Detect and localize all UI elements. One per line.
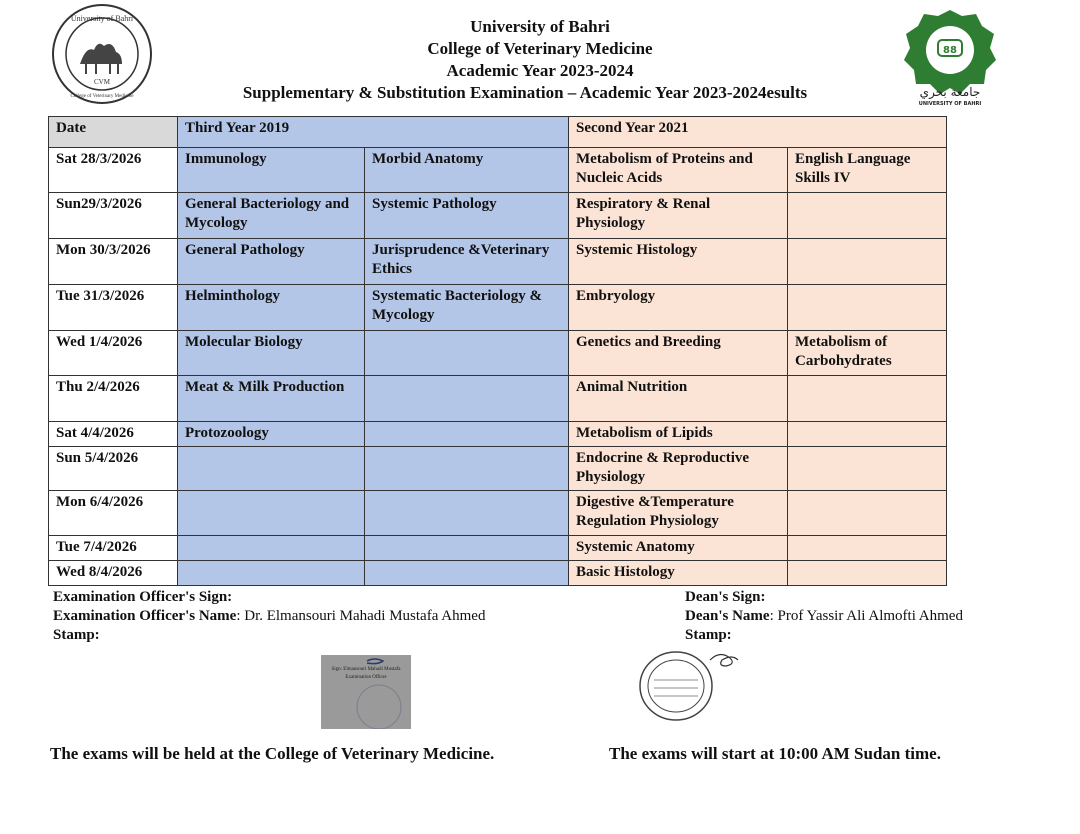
- second-year-exam-1: Respiratory & Renal Physiology: [569, 193, 788, 239]
- third-year-exam-1: Protozoology: [178, 422, 365, 447]
- officer-stamp-line-1: Sign: Elmansouri Mahadi Mustafa: [331, 667, 401, 672]
- date-cell: Wed 1/4/2026: [49, 331, 178, 376]
- exam-title: Supplementary & Substitution Examination – Academic Year 2023-2024esults: [242, 83, 808, 102]
- schedule-row: [49, 561, 947, 586]
- second-year-header: Second Year 2021: [569, 117, 947, 148]
- date-column-header: Date: [49, 117, 178, 148]
- third-year-exam-2: Jurisprudence &Veterinary Ethics: [365, 239, 569, 285]
- officer-sign-label: Examination Officer's Sign:: [53, 589, 233, 605]
- svg-text:88: 88: [943, 45, 957, 56]
- university-seal-logo: [50, 2, 154, 106]
- date-cell: Sat 4/4/2026: [49, 422, 178, 447]
- second-year-exam-2: [788, 239, 947, 285]
- exam-location-note: The exams will be held at the College of Veterinary Medicine.: [50, 744, 495, 763]
- third-year-exam-2: [365, 422, 569, 447]
- second-year-exam-2: [788, 376, 947, 422]
- date-cell: Sun29/3/2026: [49, 193, 178, 239]
- second-year-exam-2: [788, 285, 947, 331]
- officer-stamp-label: Stamp:: [53, 627, 100, 643]
- document-header: [180, 16, 900, 104]
- schedule-row: [49, 193, 947, 239]
- dean-name-label: Dean's Name: [685, 608, 770, 624]
- third-year-exam-2: [365, 331, 569, 376]
- third-year-exam-1: [178, 561, 365, 586]
- second-year-exam-2: [788, 536, 947, 561]
- second-year-exam-1: Animal Nutrition: [569, 376, 788, 422]
- dean-name-value: : Prof Yassir Ali Almofti Ahmed: [769, 608, 963, 624]
- university-of-bahri-logo: [898, 6, 1002, 106]
- date-cell: Sun 5/4/2026: [49, 447, 178, 491]
- third-year-exam-1: Helminthology: [178, 285, 365, 331]
- third-year-header: Third Year 2019: [178, 117, 569, 148]
- date-cell: Wed 8/4/2026: [49, 561, 178, 586]
- third-year-exam-2: Systemic Pathology: [365, 193, 569, 239]
- schedule-row: [49, 148, 947, 193]
- svg-text:UNIVERSITY OF BAHRI: UNIVERSITY OF BAHRI: [918, 101, 982, 106]
- second-year-exam-1: Digestive &Temperature Regulation Physiology: [569, 491, 788, 536]
- second-year-exam-1: Metabolism of Proteins and Nucleic Acids: [569, 148, 788, 193]
- date-cell: Thu 2/4/2026: [49, 376, 178, 422]
- svg-text:College of Veterinary Medicine: College of Veterinary Medicine: [70, 94, 134, 99]
- officer-name-label: Examination Officer's Name: [53, 608, 237, 624]
- schedule-row: [49, 491, 947, 536]
- third-year-exam-1: General Pathology: [178, 239, 365, 285]
- college-name: College of Veterinary Medicine: [427, 39, 653, 58]
- exam-time-note: The exams will start at 10:00 AM Sudan time.: [609, 744, 941, 763]
- university-name: University of Bahri: [470, 17, 610, 36]
- officer-stamp-line-2: Examination Officer: [345, 675, 387, 680]
- second-year-exam-2: Metabolism of Carbohydrates: [788, 331, 947, 376]
- svg-text:University of Bahri: University of Bahri: [70, 14, 134, 23]
- schedule-row: [49, 376, 947, 422]
- schedule-row: [49, 447, 947, 491]
- officer-signature-block: [53, 588, 485, 645]
- second-year-exam-1: Systemic Anatomy: [569, 536, 788, 561]
- third-year-exam-1: Meat & Milk Production: [178, 376, 365, 422]
- svg-text:جامعة بحري: جامعة بحري: [919, 85, 981, 99]
- dean-sign-label: Dean's Sign:: [685, 589, 766, 605]
- exam-schedule-table: [48, 116, 947, 586]
- third-year-exam-1: [178, 447, 365, 491]
- second-year-exam-2: [788, 491, 947, 536]
- officer-name-value: : Dr. Elmansouri Mahadi Mustafa Ahmed: [236, 608, 486, 624]
- date-cell: Tue 31/3/2026: [49, 285, 178, 331]
- second-year-exam-1: Metabolism of Lipids: [569, 422, 788, 447]
- third-year-exam-1: Molecular Biology: [178, 331, 365, 376]
- second-year-exam-1: Genetics and Breeding: [569, 331, 788, 376]
- second-year-exam-2: English Language Skills IV: [788, 148, 947, 193]
- second-year-exam-2: [788, 193, 947, 239]
- third-year-exam-2: [365, 491, 569, 536]
- svg-text:CVM: CVM: [94, 78, 110, 86]
- dean-round-stamp: [636, 648, 760, 724]
- third-year-exam-2: [365, 561, 569, 586]
- third-year-exam-1: General Bacteriology and Mycology: [178, 193, 365, 239]
- third-year-exam-1: Immunology: [178, 148, 365, 193]
- schedule-row: [49, 285, 947, 331]
- third-year-exam-1: [178, 536, 365, 561]
- academic-year: Academic Year 2023-2024: [446, 61, 634, 80]
- schedule-row: [49, 536, 947, 561]
- date-cell: Mon 6/4/2026: [49, 491, 178, 536]
- second-year-exam-2: [788, 422, 947, 447]
- third-year-exam-2: Systematic Bacteriology & Mycology: [365, 285, 569, 331]
- third-year-exam-1: [178, 491, 365, 536]
- third-year-exam-2: Morbid Anatomy: [365, 148, 569, 193]
- date-cell: Tue 7/4/2026: [49, 536, 178, 561]
- second-year-exam-1: Systemic Histology: [569, 239, 788, 285]
- schedule-row: [49, 239, 947, 285]
- second-year-exam-2: [788, 561, 947, 586]
- officer-stamp-image: [321, 655, 411, 729]
- dean-stamp-label: Stamp:: [685, 627, 732, 643]
- schedule-row: [49, 422, 947, 447]
- third-year-exam-2: [365, 376, 569, 422]
- dean-signature-block: [685, 588, 963, 645]
- date-cell: Mon 30/3/2026: [49, 239, 178, 285]
- second-year-exam-1: Endocrine & Reproductive Physiology: [569, 447, 788, 491]
- second-year-exam-1: Embryology: [569, 285, 788, 331]
- second-year-exam-2: [788, 447, 947, 491]
- date-cell: Sat 28/3/2026: [49, 148, 178, 193]
- third-year-exam-2: [365, 447, 569, 491]
- second-year-exam-1: Basic Histology: [569, 561, 788, 586]
- third-year-exam-2: [365, 536, 569, 561]
- schedule-row: [49, 331, 947, 376]
